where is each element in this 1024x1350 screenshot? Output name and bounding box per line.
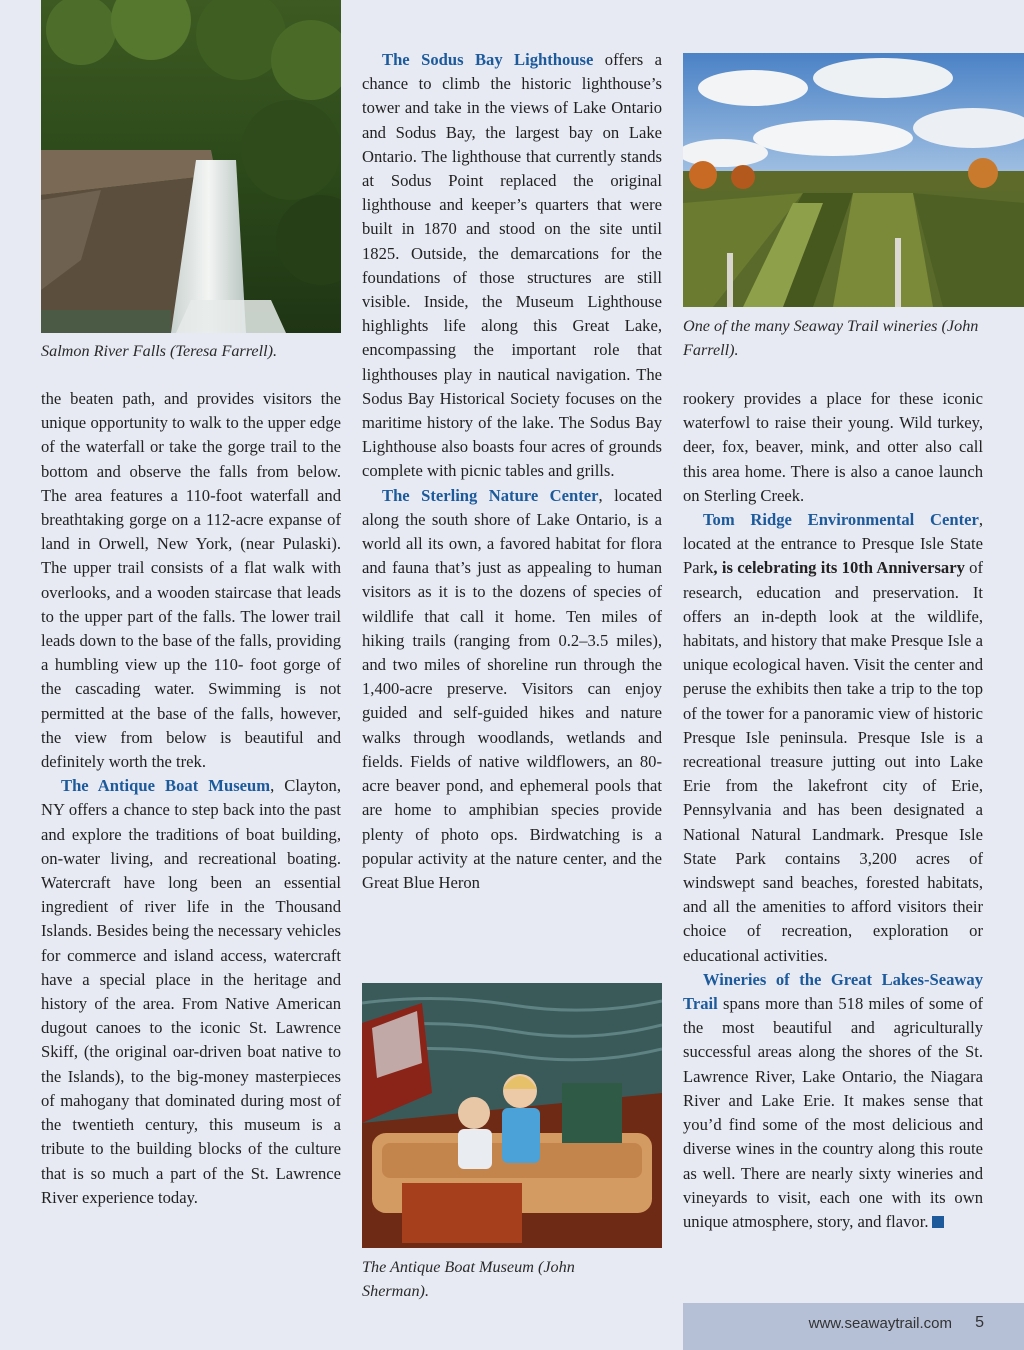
- footer-website-link[interactable]: www.seawaytrail.com: [808, 1315, 952, 1332]
- wineries-heading: Wineries of the Great Lakes-Seaway Trail: [683, 969, 983, 1014]
- tom-ridge-heading: Tom Ridge Environmental Center: [703, 510, 979, 530]
- sodus-lighthouse-paragraph: [362, 48, 662, 484]
- boat-caption: The Antique Boat Museum (John Sherman).: [362, 1258, 575, 1300]
- column-right: [683, 387, 983, 1234]
- column-left: [41, 387, 341, 1210]
- end-mark-icon: [932, 1216, 944, 1228]
- antique-boat-paragraph: [41, 774, 341, 1210]
- tom-ridge-body-a: , located at the entrance to Presque Isle State Park: [683, 510, 983, 578]
- page-number: 5: [975, 1314, 984, 1331]
- tom-ridge-anniversary: , is celebrating its 10th Anniversary: [713, 558, 965, 578]
- antique-boat-body: , Clayton, NY offers a chance to step back into the past and explore the traditions of boat building, on-water living, and recreational boating. Watercraft have long been an essential ingredient of river life in the Thousand Islands. Besides being the necessary vehicles for commerce and island access, watercraft have a special place in the heritage and history of the area. From Native American dugout canoes to the iconic St. Lawrence Skiff, (the original oar-driven boat native to the Islands), to the big-money masterpieces of mahogany that dominated during most of the twentieth century, this museum is a tribute to the building blocks of the culture that is so much a part of the St. Lawrence River experience today.: [41, 776, 341, 1207]
- antique-boat-photo: [362, 983, 662, 1248]
- salmon-falls-paragraph: the beaten path, and provides visitors the unique opportunity to walk to the upper edge of the waterfall or take the gorge trail to the bottom and observe the falls from below. The area features a 110-foot waterfall and breathtaking gorge on a 112-acre expanse of land in Orwell, New York, (near Pulaski). The upper trail consists of a flat walk with overlooks, and a wooden staircase that leads to the upper part of the falls. The lower trail leads down to the base of the falls, providing a humbling view up the 110- foot gorge of the cascading water. Swimming is not permitted at the base of the falls, however, the view from below is beautiful and definitely worth the trek.: [41, 389, 341, 772]
- sodus-lighthouse-heading: The Sodus Bay Lighthouse: [382, 50, 594, 69]
- antique-boat-heading: The Antique Boat Museum: [61, 776, 271, 796]
- sterling-nature-paragraph: [362, 484, 662, 895]
- sodus-lighthouse-body: offers a chance to climb the historic lighthouse’s tower and take in the views of Lake Ontario and Sodus Bay, the largest bay on Lake Ontario. The lighthouse that currently stands at Sodus Point replaced the original lighthouse and keeper’s quarters that were built in 1870 and stood on the site until 1825. Outside, the demarcations for the foundations of those structures are still visible. Inside, the Museum Lighthouse highlights life along this Great Lake, encompassing the important role that lighthouses play in nautical navigation. The Sodus Bay Historical Society focuses on the maritime history of the lake. The Sodus Bay Lighthouse also boasts four acres of grounds complete with picnic tables and grills.: [362, 50, 663, 481]
- tom-ridge-body-b: of research, education and preservation. It offers an in-depth look at the wildlife, habitats, and history that make Presque Isle a unique ecological haven. Visit the center and peruse the exhibits then take a trip to the top of the tower for a panoramic view of historic Presque Isle peninsula. Presque Isle is a recreational treasure jutting out into Lake Erie from the lakefront city of Erie, Pennsylvania and has been designated a National Natural Landmark. Presque Isle State Park contains 3,200 acres of windswept sand beaches, forested habitats, and all the amenities to afford visitors their choice of recreation, exploration or educational activities.: [683, 558, 983, 965]
- winery-caption: One of the many Seaway Trail wineries (John Farrell).: [683, 317, 979, 359]
- salmon-river-falls-photo: [41, 0, 341, 333]
- column-middle: [362, 48, 662, 895]
- sterling-nature-heading: The Sterling Nature Center: [382, 485, 599, 505]
- rookery-paragraph: rookery provides a place for these iconic waterfowl to raise their young. Wild turkey, deer, fox, beaver, mink, and otter also call this area home. There is also a canoe launch on Sterling Creek.: [683, 389, 983, 505]
- winery-vineyard-photo: [683, 53, 1024, 307]
- tom-ridge-paragraph: [683, 508, 983, 968]
- sterling-nature-body: , located along the south shore of Lake Ontario, is a world all its own, a favored habitat for flora and fauna that’s just as appealing to human visitors as it is to the dozens of species of wildlife that call it home. Ten miles of hiking trails (ranging from 0.2–3.5 miles), and two miles of shoreline run through the 1,400-acre preserve. Visitors can enjoy guided and self-guided hikes and nature walks through woodlands, wetlands and fields. Fields of native wildflowers, an 80-acre beaver pond, and ephemeral pools that are home to amphibian species provide plenty of photo ops. Birdwatching is a popular activity at the nature center, and the Great Blue Heron: [362, 485, 662, 892]
- salmon-falls-caption: Salmon River Falls (Teresa Farrell).: [41, 342, 278, 360]
- wineries-paragraph: [683, 968, 983, 1234]
- wineries-body: spans more than 518 miles of some of the most beautiful and agriculturally successful areas along the shores of the St. Lawrence River, Lake Ontario, the Niagara River and Lake Erie. It makes sense that you’d find some of the most delicious and diverse wines in the country along this route as well. There are nearly sixty wineries and vineyards to visit, each one with its own unique atmosphere, story, and flavor.: [683, 994, 983, 1231]
